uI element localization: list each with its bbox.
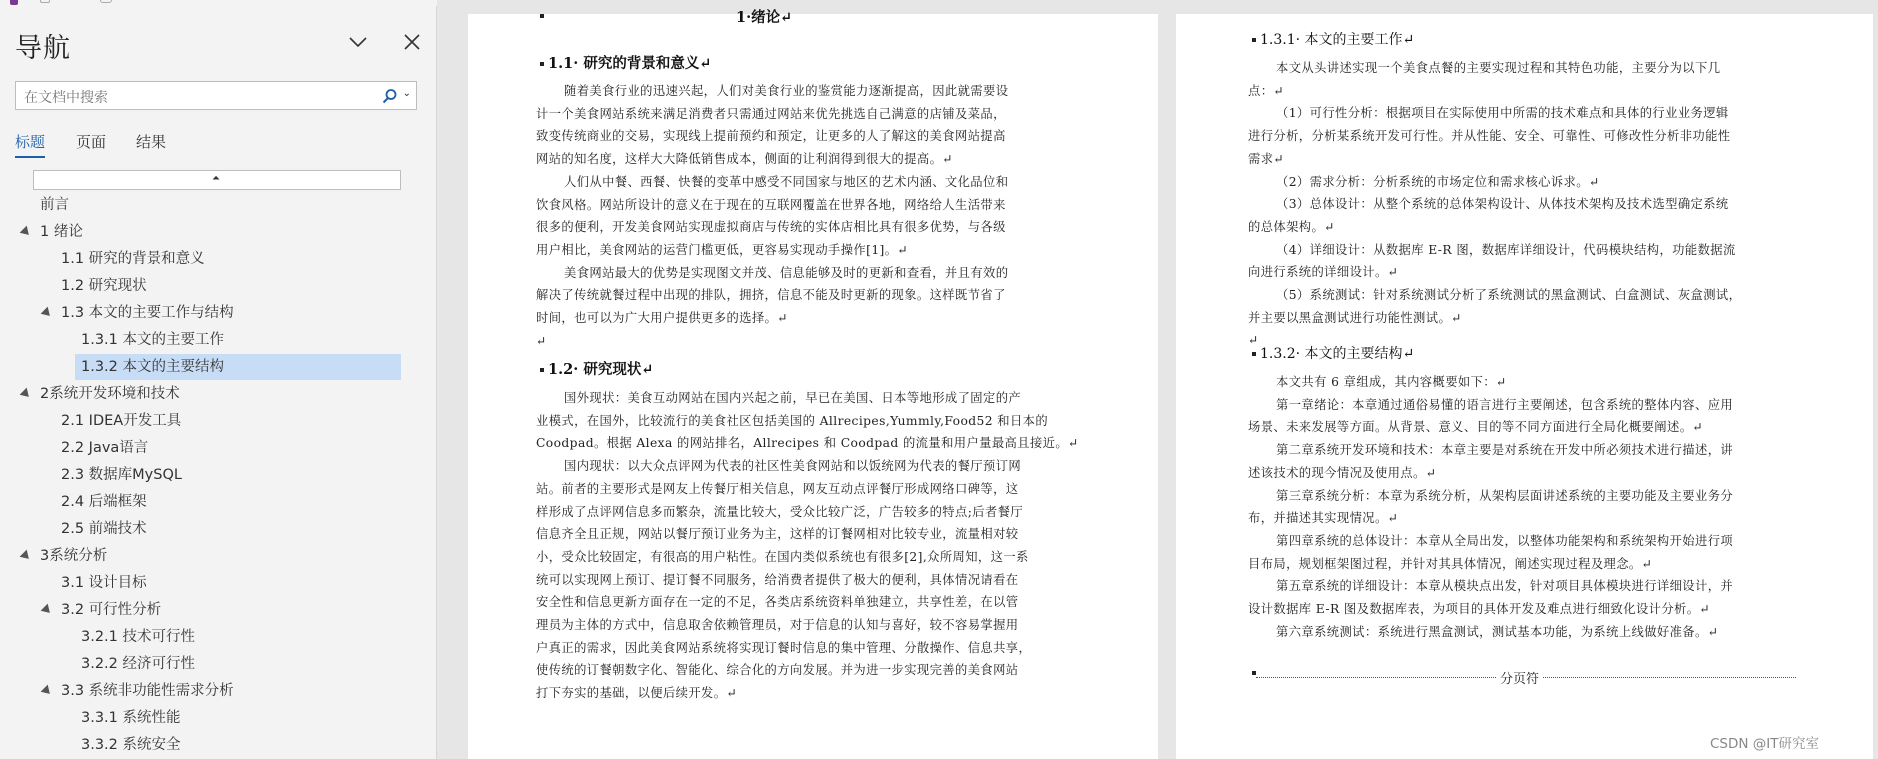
expand-triangle-icon[interactable]	[20, 550, 33, 563]
tree-item-label: 2.4 后端框架	[61, 494, 147, 510]
text-line: 小，受众比较固定，有很高的用户粘性。在国内类似系统也有很多[2],众所周知，这一系	[536, 549, 1029, 564]
text-line: 需求↵	[1248, 151, 1285, 166]
search-icon[interactable]	[382, 88, 398, 104]
section-1-3-1-heading: 1.3.1· 本文的主要工作↵	[1260, 32, 1415, 48]
text-line: 网站的知名度，这样大大降低销售成本，侧面的让利润得到很大的提高。↵	[536, 152, 954, 167]
tree-item[interactable]	[33, 435, 401, 461]
tree-item-label: 3.2.2 经济可行性	[81, 656, 196, 672]
text-line: ↵	[536, 333, 547, 348]
tree-item-label: 3.2.1 技术可行性	[81, 629, 196, 645]
text-line: 设计数据库 E-R 图及数据库表，为项目的具体开发及难点进行细致化设计分析。↵	[1248, 602, 1711, 616]
text-line: 点：↵	[1248, 83, 1285, 98]
text-line: 第二章系统开发环境和技术：本章主要是对系统在开发中所必须技术进行描述，讲	[1276, 443, 1734, 458]
text-line: 时间，也可以为广大用户提供更多的选择。↵	[536, 311, 788, 325]
tree-item[interactable]	[33, 543, 401, 569]
tree-item-label: 3.3 系统非功能性需求分析	[61, 683, 234, 699]
text-line: 国内现状：以大众点评网为代表的社区性美食网站和以饭统网为代表的餐厅预订网	[564, 459, 1022, 474]
text-line: 目布局，规划框架图过程，并针对其具体情况，阐述实现过程及理念。↵	[1248, 556, 1653, 571]
expand-triangle-icon[interactable]	[41, 604, 54, 617]
text-line: 的总体架构。↵	[1248, 219, 1335, 234]
section-1-1-heading: 1.1· 研究的背景和意义↵	[548, 55, 712, 72]
close-icon[interactable]	[400, 30, 424, 54]
text-line: 很多的便利，开发美食网站实现虚拟商店与传统的实体店相比具有很多优势，与各级	[536, 220, 1006, 235]
tree-item[interactable]	[33, 489, 401, 515]
scroll-up-icon: ⏶	[212, 173, 220, 184]
tree-item[interactable]	[33, 408, 401, 434]
text-line: 第三章系统分析：本章为系统分析，从架构层面讲述系统的主要功能及主要业务分	[1276, 488, 1734, 503]
text-line: （1）可行性分析：根据项目在实际使用中所需的技术难点和具体的行业业务逻辑	[1276, 106, 1729, 121]
text-line: 向进行系统的详细设计。↵	[1248, 265, 1399, 280]
text-line: 理员为主体的方式中，信息取舍依赖管理员，对于信息的认知与喜好，较不容易掌握用	[536, 618, 1019, 632]
tab-pages[interactable]: 页面	[76, 133, 107, 151]
tree-item-label: 前言	[40, 197, 69, 213]
text-line: 统可以实现网上预订、提订餐不同服务，给消费者提供了极大的便利，具体情况请看在	[536, 572, 1019, 587]
text-line: 站。前者的主要形式是网友上传餐厅相关信息，网友互动点评餐厅形成网络口碑等，这	[536, 481, 1019, 496]
tree-item[interactable]	[33, 300, 401, 326]
heading-bullet	[540, 14, 544, 18]
search-placeholder: 在文档中搜索	[24, 90, 108, 106]
text-line: 并主要以黑盒测试进行功能性测试。↵	[1248, 310, 1462, 325]
tree-item[interactable]	[33, 192, 401, 218]
text-line: 打下夯实的基础，以便后续开发。↵	[536, 686, 738, 701]
text-line: 本文共有 6 章组成，其内容概要如下：↵	[1276, 375, 1507, 389]
tree-item[interactable]	[33, 678, 401, 704]
tree-item-label: 1.3 本文的主要工作与结构	[61, 305, 234, 321]
title-bar-strip	[0, 0, 437, 6]
text-line: 使传统的订餐朝数字化、智能化、综合化的方向发展。并为进一步实现完善的美食网站	[536, 663, 1019, 678]
text-line: 本文从头讲述实现一个美食点餐的主要实现过程和其特色功能，主要分为以下几	[1276, 61, 1721, 75]
text-line: 国外现状：美食互动网站在国内兴起之前，早已在美国、日本等地形成了固定的产	[564, 391, 1022, 405]
text-line: 述该技术的现今情况及使用点。↵	[1248, 465, 1437, 480]
watermark: CSDN @IT研究室	[1710, 736, 1820, 752]
tree-item-label: 1.1 研究的背景和意义	[61, 251, 205, 267]
toolbar-icon	[100, 0, 112, 3]
text-line: 场景、未来发展等方面。从背景、意义、目的等不同方面进行全局化概要阐述。↵	[1248, 420, 1704, 435]
tree-item-label: 2.1 IDEA开发工具	[61, 413, 182, 429]
text-line: 信息齐全且正规，网站以餐厅预订业务为主，这样的订餐网相对比较专业，流量相对较	[536, 527, 1019, 542]
expand-triangle-icon[interactable]	[20, 226, 33, 239]
tree-item-label: 1.2 研究现状	[61, 278, 147, 294]
tree-item-label: 2系统开发环境和技术	[40, 386, 180, 402]
chapter-title: 1·绪论↵	[736, 9, 793, 26]
tree-item[interactable]	[33, 381, 401, 407]
tree-item[interactable]	[33, 327, 401, 353]
expand-triangle-icon[interactable]	[20, 388, 33, 401]
tree-item-label: 3.3.2 系统安全	[81, 737, 181, 753]
chevron-down-icon[interactable]	[346, 30, 370, 54]
heading-bullet	[1252, 38, 1256, 42]
document-page-right[interactable]	[1176, 14, 1873, 759]
text-line: （3）总体设计：从整个系统的总体架构设计、从体技术架构及技术选型确定系统	[1276, 197, 1729, 212]
text-line: 随着美食行业的迅速兴起，人们对美食行业的鉴赏能力逐渐提高，因此就需要设	[564, 84, 1009, 98]
heading-bullet	[540, 368, 544, 372]
text-line: 业模式，在国外，比较流行的美食社区包括美国的 Allrecipes,Yummly,Food52 和日本的	[536, 413, 1049, 428]
text-line: 安全性和信息更新方面存在一定的不足，各类店系统资料单独建立，共享性差，在以管	[536, 595, 1019, 610]
page-break	[1256, 670, 1796, 687]
text-line: ↵	[1248, 333, 1259, 348]
tab-results[interactable]: 结果	[136, 133, 167, 151]
expand-triangle-icon[interactable]	[41, 685, 54, 698]
search-input[interactable]	[15, 81, 417, 110]
toolbar-icon	[40, 0, 50, 3]
section-1-2-heading: 1.2· 研究现状↵	[548, 361, 654, 378]
tree-item[interactable]	[33, 273, 401, 299]
text-line: （2）需求分析：分析系统的市场定位和需求核心诉求。↵	[1276, 174, 1600, 189]
text-line: （5）系统测试：针对系统测试分析了系统测试的黑盒测试、白盒测试、灰盒测试，	[1276, 288, 1742, 302]
expand-triangle-icon[interactable]	[41, 307, 54, 320]
text-line: （4）详细设计：从数据库 E-R 图，数据库详细设计，代码模块结构，功能数据流	[1276, 242, 1736, 257]
text-line: 饮食风格。网站所设计的意义在于现在的互联网覆盖在世界各地，网络给人生活带来	[536, 197, 1006, 212]
app-icon	[10, 0, 18, 5]
tree-item-label: 3.1 设计目标	[61, 575, 147, 591]
tree-item-label: 2.3 数据库MySQL	[61, 467, 182, 483]
navigation-pane	[0, 0, 437, 759]
page-break-label: 分页符	[1496, 668, 1543, 687]
nav-pane-title: 导航	[15, 33, 71, 64]
tree-item[interactable]	[33, 516, 401, 542]
tree-item-label: 1.3.2 本文的主要结构	[81, 359, 225, 375]
tree-item-label: 2.2 Java语言	[61, 440, 149, 456]
tree-item[interactable]	[33, 732, 401, 758]
text-line: 解决了传统就餐过程中出现的排队，拥挤，信息不能及时更新的现象。这样既节省了	[536, 288, 1006, 303]
tree-item[interactable]	[33, 624, 401, 650]
tree-item-label: 1 绪论	[40, 224, 83, 240]
document-area[interactable]	[438, 0, 1878, 759]
text-line: 第五章系统的详细设计：本章从模块点出发，针对项目具体模块进行详细设计，并	[1276, 579, 1734, 594]
text-line: 进行分析，分析某系统开发可行性。并从性能、安全、可靠性、可修改性分析非功能性	[1248, 129, 1731, 144]
text-line: 布，并描述其实现情况。↵	[1248, 511, 1399, 526]
tree-item-label: 3.2 可行性分析	[61, 602, 162, 618]
text-line: 第六章系统测试：系统进行黑盒测试，测试基本功能，为系统上线做好准备。↵	[1276, 624, 1719, 639]
tree-item[interactable]	[75, 354, 401, 380]
text-line: 美食网站最大的优势是实现图文并茂、信息能够及时的更新和查看，并且有效的	[564, 265, 1009, 280]
text-line: 致变传统商业的交易，实现线上提前预约和预定，让更多的人了解这的美食网站提高	[536, 129, 1006, 144]
tree-item[interactable]	[33, 597, 401, 623]
text-line: 计一个美食网站系统来满足消费者只需通过网站来优先挑选自己满意的店铺及菜品，	[536, 106, 1006, 121]
heading-bullet	[1252, 352, 1256, 356]
heading-bullet	[540, 62, 544, 66]
document-page-left[interactable]	[468, 9, 1158, 759]
text-line: 户真正的需求，因此美食网站系统将实现订餐时信息的集中管理、分散操作、信息共享，	[536, 640, 1032, 655]
tree-item[interactable]	[33, 462, 401, 488]
tree-item-label: 3.3.1 系统性能	[81, 710, 181, 726]
scroll-up-button[interactable]	[33, 170, 401, 190]
text-line: 样形成了点评网信息多而繁杂，流量比较大，受众比较广泛，广告较多的特点;后者餐厅	[536, 504, 1024, 519]
text-line: Coodpad。根据 Alexa 的网站排名，Allrecipes 和 Coodpad 的流量和用户量最高且接近。↵	[536, 436, 1079, 451]
tree-item-label: 1.3.1 本文的主要工作	[81, 332, 225, 348]
tree-item-label: 2.5 前端技术	[61, 521, 147, 537]
section-1-3-2-heading: 1.3.2· 本文的主要结构↵	[1260, 346, 1415, 362]
search-options-dropdown-icon[interactable]: ⌄	[402, 88, 411, 99]
text-line: 人们从中餐、西餐、快餐的变革中感受不同国家与地区的艺术内涵、文化品位和	[564, 174, 1009, 189]
tree-item[interactable]	[33, 651, 401, 677]
tree-item[interactable]	[33, 219, 401, 245]
tree-item[interactable]	[33, 570, 401, 596]
tab-headings[interactable]: 标题	[15, 133, 46, 151]
text-line: 第四章系统的总体设计：本章从全局出发，以整体功能架构和系统架构开始进行项	[1276, 533, 1734, 548]
tree-item[interactable]	[33, 705, 401, 731]
text-line: 第一章绪论：本章通过通俗易懂的语言进行主要阐述，包含系统的整体内容、应用	[1276, 397, 1734, 412]
tree-item-label: 3系统分析	[40, 548, 108, 564]
text-line: 用户相比，美食网站的运营门槛更低，更容易实现动手操作[1]。↵	[536, 242, 909, 257]
tree-item[interactable]	[33, 246, 401, 272]
